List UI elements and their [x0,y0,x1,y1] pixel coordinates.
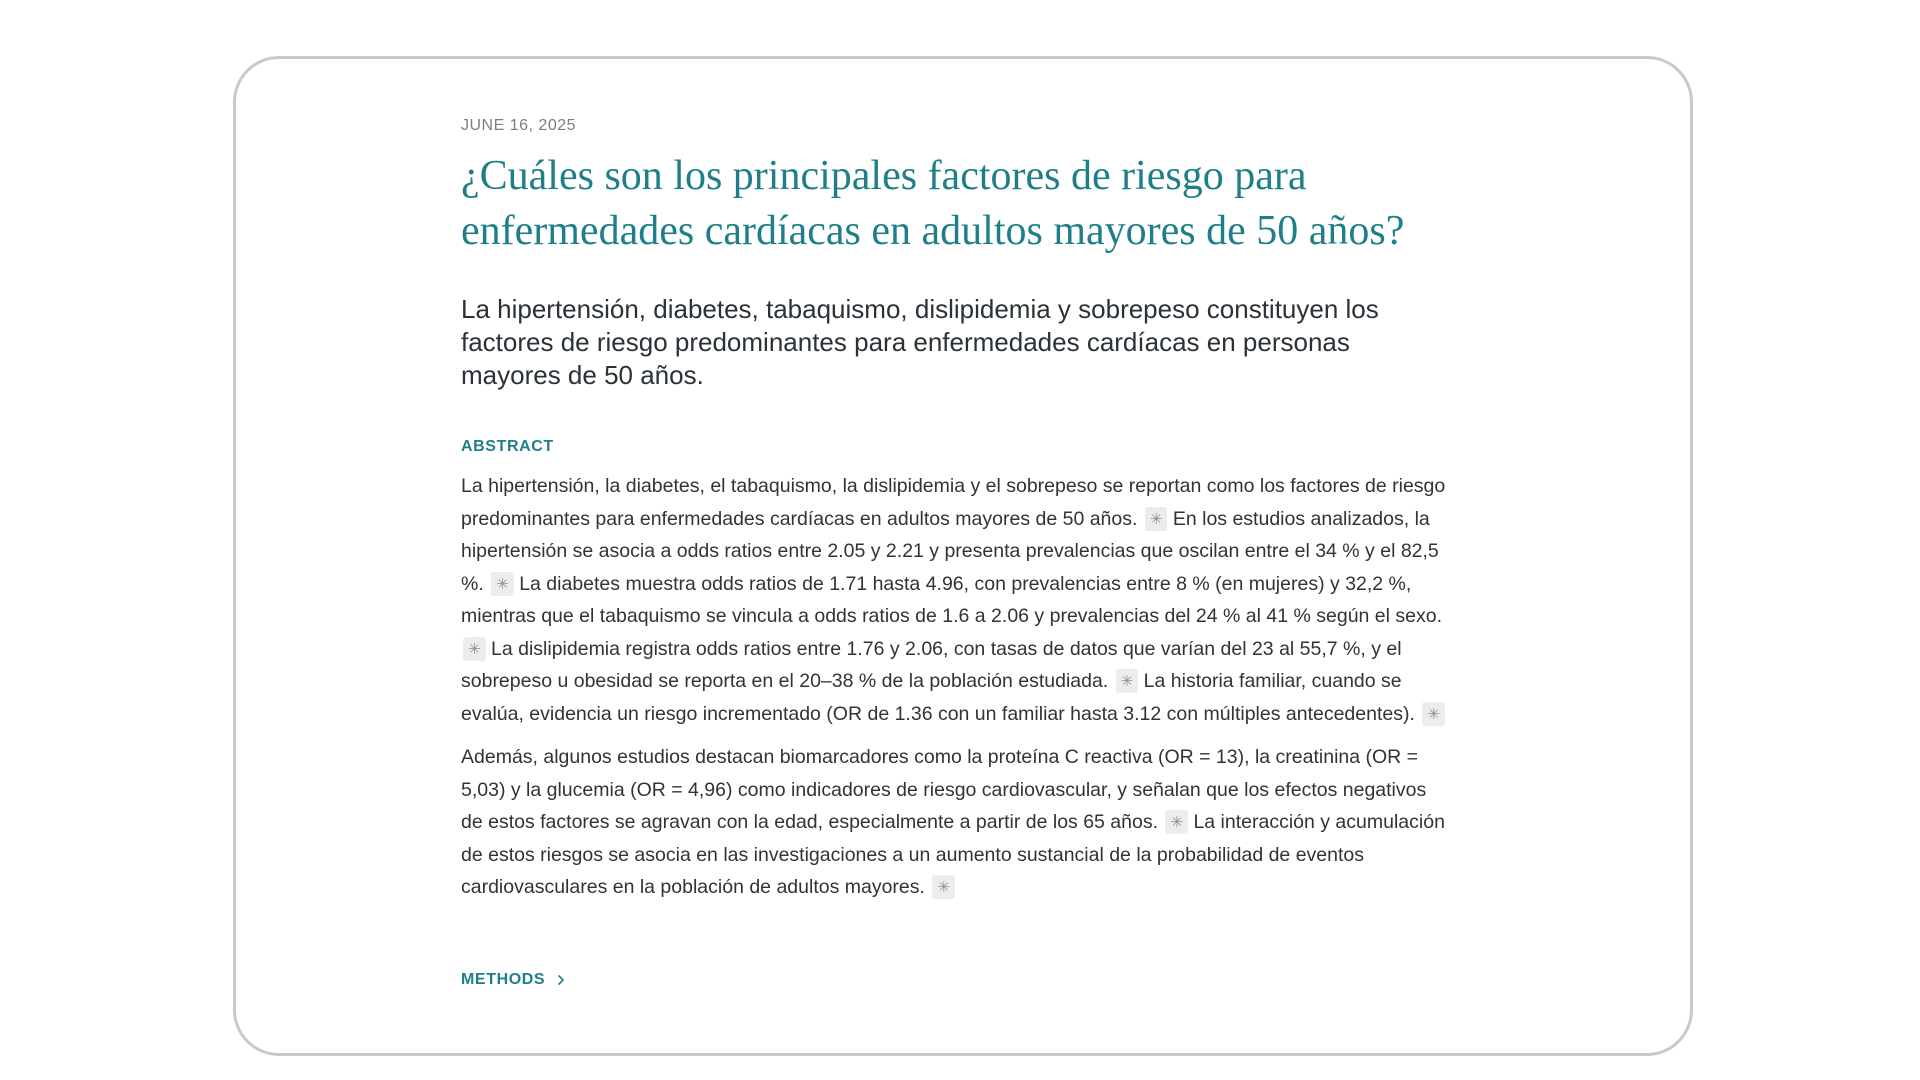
abstract-sentence: Además, algunos estudios destacan biomarcadores como la proteína C reactiva (OR = 13), la creatinina (OR = 5,03) y la glucemia (OR = 4,96) como indicadores de riesgo cardiovascular, y señalan que los efectos negativos de estos factores se agravan con la edad, especialmente a partir de los 65 años. [461,746,1427,833]
summary-answer: La hipertensión, diabetes, tabaquismo, dislipidemia y sobrepeso constituyen los factores de riesgo predominantes para enfermedades cardíacas en personas mayores de 50 años. [461,294,1379,390]
citation-icon[interactable]: ✳ [932,875,955,899]
chevron-right-icon [555,974,567,986]
abstract-paragraph-2 [461,741,1446,904]
methods-link[interactable] [461,971,567,989]
abstract-sentence: La hipertensión, la diabetes, el tabaquismo, la dislipidemia y el sobrepeso se reportan como los factores de riesgo predominantes para enfermedades cardíacas en adultos mayores de 50 años. [461,475,1446,530]
publication-date: JUNE 16, 2025 [461,117,577,134]
abstract-sentence: La historia familiar, cuando se evalúa, evidencia un riesgo incrementado (OR de 1.36 con un familiar hasta 3.12 con múltiples antecedentes). [461,670,1415,725]
abstract-sentence: En los estudios analizados, la hipertensión se asocia a odds ratios entre 2.05 y 2.21 y presenta prevalencias que oscilan entre el 34 % y el 82,5 %. [461,507,1439,595]
methods-label: METHODS [461,970,546,988]
citation-icon[interactable]: ✳ [1165,810,1188,834]
abstract-heading: ABSTRACT [461,438,554,455]
abstract-sentence: La dislipidemia registra odds ratios entre 1.76 y 2.06, con tasas de datos que varían del 23 al 55,7 %, y el sobrepeso u obesidad se reporta en el 20–38 % de la población estudiada. [461,637,1402,692]
abstract-paragraph-1 [461,470,1446,730]
page-title: ¿Cuáles son los principales factores de riesgo para enfermedades cardíacas en adultos mayores de 50 años? [461,153,1405,254]
citation-icon[interactable]: ✳ [1145,507,1168,531]
article-content [461,117,1446,989]
abstract-sentence: La diabetes muestra odds ratios de 1.71 hasta 4.96, con prevalencias entre 8 % (en mujeres) y 32,2 %, mientras que el tabaquismo se vincula a odds ratios de 1.6 a 2.06 y prevalencias del 24 % al 41 % según el sexo. [461,572,1443,627]
citation-icon[interactable]: ✳ [491,572,514,596]
citation-icon[interactable]: ✳ [463,637,486,661]
citation-icon[interactable]: ✳ [1116,669,1139,693]
abstract-sentence: La interacción y acumulación de estos riesgos se asocia en las investigaciones a un aumento sustancial de la probabilidad de eventos cardiovasculares en la población de adultos mayores. [461,811,1445,898]
citation-icon[interactable]: ✳ [1422,702,1445,726]
article-card [233,56,1693,1056]
